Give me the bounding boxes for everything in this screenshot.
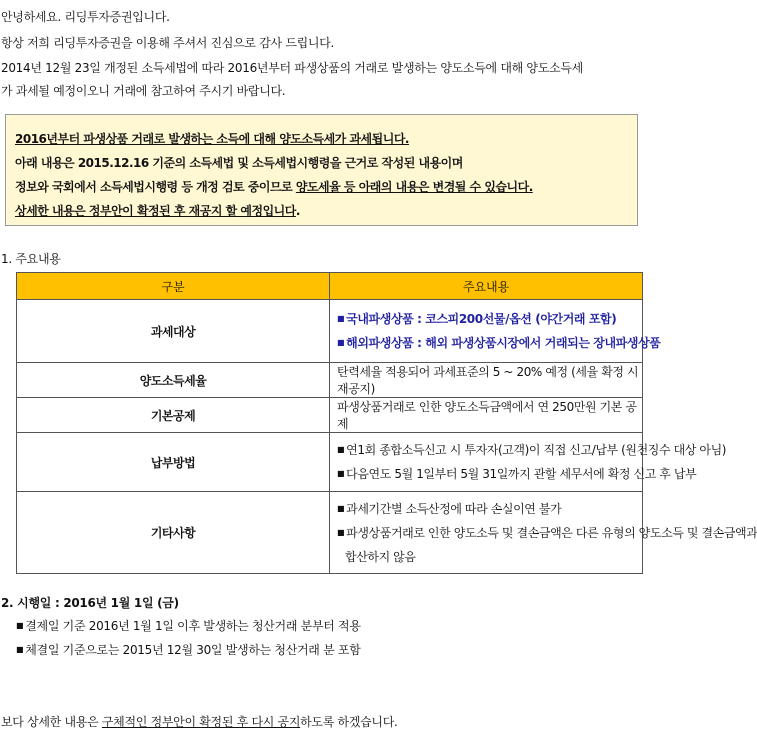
notice-line-4-period: . [295,204,300,218]
bullet-icon: ■ [16,645,24,654]
notice-line-4-underlined: 상세한 내용은 정부안이 확정된 후 재공지 할 예정입니다 [15,204,296,218]
bullet-icon: ■ [337,445,345,454]
list-item: ■ 해외파생상품 : 해외 파생상품시장에서 거래되는 장내파생상품 [337,336,661,350]
list-item: ■ 국내파생상품 : 코스피200선물/옵션 (야간거래 포함) [337,312,617,326]
row-category: 기타사항 [17,492,330,574]
list-item: ■ 체결일 기준으로는 2015년 12월 30일 발생하는 청산거래 분 포함 [16,643,361,657]
list-item: ■ 다음연도 5월 1일부터 5월 31일까지 관할 세무서에 확정 신고 후 납부 [337,467,697,481]
footer-text [1,713,398,730]
main-content-table [16,272,757,574]
intro-body-line-1: 2014년 12월 23일 개정된 소득세법에 따라 2016년부터 파생상품의 거래로 발생하는 양도소득에 대해 양도소득세 [1,61,583,75]
header-category: 구분 [17,273,330,300]
notice-line-3 [15,178,533,195]
table-row [17,300,643,363]
notice-line-1: 2016년부터 파생상품 거래로 발생하는 소득에 대해 양도소득세가 과세됩니다. [15,132,409,146]
footer-suffix: 하도록 하겠습니다. [300,715,398,729]
section-1-title: 1. 주요내용 [1,252,61,266]
list-item-continuation: 합산하지 않음 [345,549,416,564]
row-content [330,433,727,492]
notice-line-3-text: 정보와 국회에서 소득세법시행령 등 개정 검토 중이므로 [15,180,296,194]
list-item: ■ 파생상품거래로 인한 양도소득 및 결손금액은 다른 유형의 양도소득 및 결손금액과 [337,525,757,540]
intro-body-line-2: 가 과세될 예정이오니 거래에 참고하여 주시기 바랍니다. [1,84,286,98]
bullet-icon: ■ [337,314,345,323]
table-row [17,492,643,574]
greeting-text: 안녕하세요. 리딩투자증권입니다. [1,10,170,24]
bullet-icon: ■ [337,527,345,537]
row-content: 탄력세율 적용되어 과세표준의 5 ~ 20% 예정 (세율 확정 시 재공지) [330,363,643,398]
thanks-text: 항상 저희 리딩투자증권을 이용해 주셔서 진심으로 감사 드립니다. [1,36,335,50]
list-item: ■ 결제일 기준 2016년 1월 1일 이후 발생하는 청산거래 분부터 적용 [16,619,361,633]
bullet-icon: ■ [16,621,24,630]
list-item: ■ 과세기간별 소득산정에 따라 손실이연 불가 [337,501,562,516]
section-2-title: 2. 시행일 : 2016년 1월 1일 (금) [1,596,179,610]
notice-line-4 [15,202,300,219]
table-header-row [17,273,643,300]
footer-underlined: 구체적인 정부안이 확정된 후 다시 공지 [101,715,301,729]
row-category: 기본공제 [17,398,330,433]
table-row [17,363,643,398]
notice-box [5,114,638,226]
row-content: 파생상품거래로 인한 양도소득금액에서 연 250만원 기본 공제 [330,398,643,433]
row-category: 과세대상 [17,300,330,363]
bullet-icon: ■ [337,469,345,478]
notice-line-2: 아래 내용은 2015.12.16 기준의 소득세법 및 소득세법시행령을 근거로 작성된 내용이며 [15,156,463,170]
row-content [330,492,757,574]
bullet-icon: ■ [337,503,345,513]
notice-line-3-underlined: 양도세율 등 아래의 내용은 변경될 수 있습니다. [295,180,533,194]
row-category: 양도소득세율 [17,363,330,398]
footer-prefix: 보다 상세한 내용은 [1,715,102,729]
table-row [17,398,643,433]
row-content [330,300,661,363]
list-item: ■ 연1회 종합소득신고 시 투자자(고객)이 직접 신고/납부 (원천징수 대상 아님) [337,443,727,457]
header-content: 주요내용 [330,273,643,300]
table-row [17,433,643,492]
bullet-icon: ■ [337,338,345,347]
row-category: 납부방법 [17,433,330,492]
